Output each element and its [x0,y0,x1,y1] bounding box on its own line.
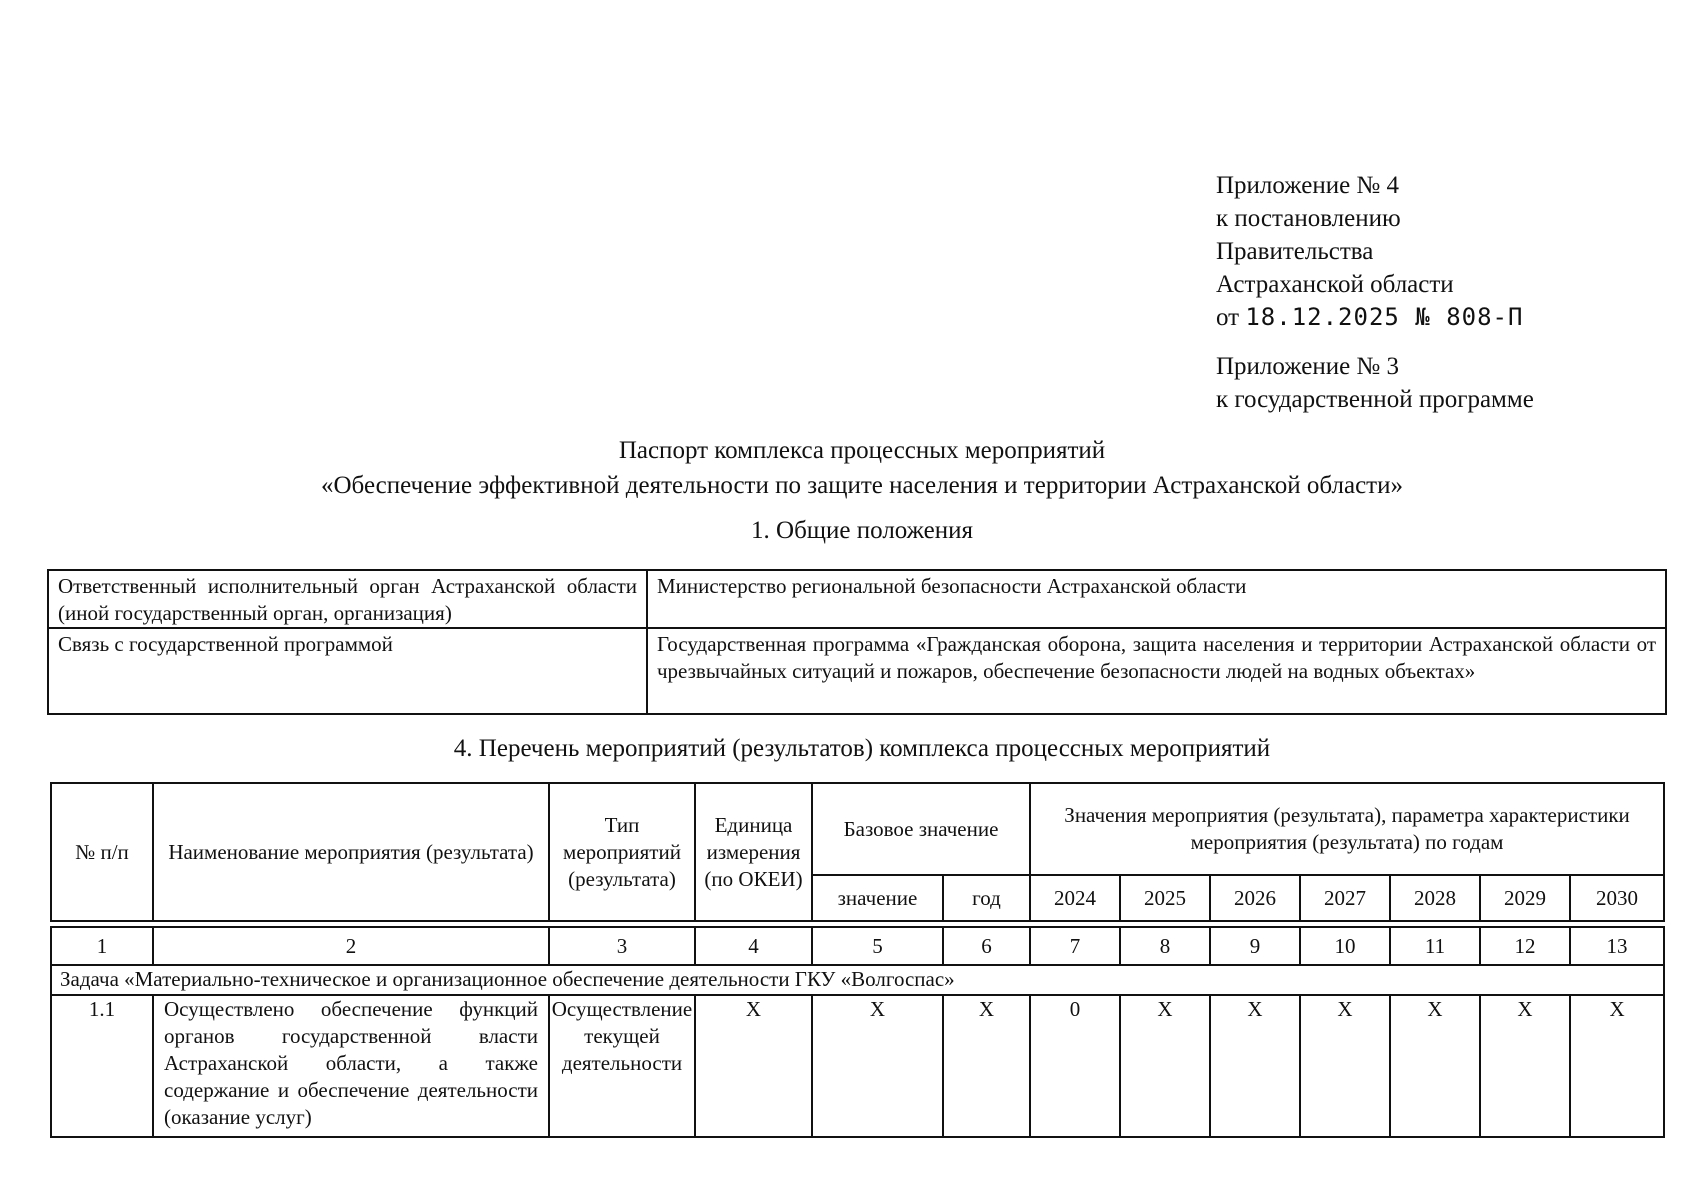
col-number: 7 [1030,927,1120,965]
row-unit: X [695,995,812,1137]
appendix-3-line: Приложение № 3 [1216,353,1400,380]
header-year: 2028 [1390,875,1480,921]
row-year-value: X [1390,995,1480,1137]
col-number: 5 [812,927,943,965]
header-unit: Единица измерения (по ОКЕИ) [695,783,812,921]
general-label-cell: Ответственный исполнительный орган Астраханской области (иной государственный орган, организация) [48,570,647,628]
col-number: 12 [1480,927,1570,965]
header-base-value: значение [812,875,943,921]
table-row [48,570,1666,628]
appendix-4-line: к постановлению [1216,205,1401,232]
task-cell: Задача «Материально-техническое и организационное обеспечение деятельности ГКУ «Волгоспас» [51,965,1664,995]
col-number: 4 [695,927,812,965]
decree-date-prefix: от [1216,304,1240,331]
row-year-value: X [1480,995,1570,1137]
header-values: Значения мероприятия (результата), параметра характеристики мероприятия (результата) по годам [1030,783,1664,875]
column-number-row [51,927,1664,965]
header-year: 2027 [1300,875,1390,921]
col-number: 6 [943,927,1030,965]
row-year-value: 0 [1030,995,1120,1137]
row-name: Осуществлено обеспечение функций органов государственной власти Астраханской области, а также содержание и обеспечение деятельности (оказание услуг) [153,995,549,1137]
appendix-4-line: Приложение № 4 [1216,172,1400,199]
row-year-value: X [1120,995,1210,1137]
appendix-3-block [1216,350,1534,416]
col-number: 13 [1570,927,1664,965]
header-base: Базовое значение [812,783,1030,875]
row-base-year: X [943,995,1030,1137]
header-row [51,783,1664,875]
decree-date-number: 18.12.2025 № 808-П [1245,303,1524,331]
task-row [51,965,1664,995]
row-year-value: X [1570,995,1664,1137]
header-type: Тип мероприятий (результата) [549,783,695,921]
general-label-cell: Связь с государственной программой [48,628,647,714]
appendix-4-block [1216,169,1523,334]
section-4-title: 4. Перечень мероприятий (результатов) комплекса процессных мероприятий [453,735,1271,762]
passport-subtitle: «Обеспечение эффективной деятельности по защите населения и территории Астраханской области» [321,472,1403,499]
decree-date-line [1216,301,1523,334]
header-year: 2025 [1120,875,1210,921]
activities-table [50,782,1665,1138]
row-base-value: X [812,995,943,1137]
header-year: 2030 [1570,875,1664,921]
header-year: 2029 [1480,875,1570,921]
row-num: 1.1 [51,995,153,1137]
header-name: Наименование мероприятия (результата) [153,783,549,921]
header-base-year: год [943,875,1030,921]
section-1-title: 1. Общие положения [751,517,973,544]
col-number: 2 [153,927,549,965]
col-number: 11 [1390,927,1480,965]
appendix-4-line: Астраханской области [1216,271,1454,298]
general-value-cell: Государственная программа «Гражданская оборона, защита населения и территории Астраханской области от чрезвычайных ситуаций и пожаров, обеспечение безопасности людей на водных объектах» [647,628,1666,714]
header-year: 2024 [1030,875,1120,921]
row-year-value: X [1300,995,1390,1137]
col-number: 8 [1120,927,1210,965]
row-type: Осуществление текущей деятельности [549,995,695,1137]
appendix-3-line: к государственной программе [1216,386,1534,413]
col-number: 3 [549,927,695,965]
header-year: 2026 [1210,875,1300,921]
table-row [48,628,1666,714]
col-number: 10 [1300,927,1390,965]
table-row [51,995,1664,1137]
row-year-value: X [1210,995,1300,1137]
col-number: 1 [51,927,153,965]
appendix-4-line: Правительства [1216,238,1374,265]
col-number: 9 [1210,927,1300,965]
passport-title: Паспорт комплекса процессных мероприятий [618,437,1106,464]
general-provisions-table [47,569,1667,715]
general-value-cell: Министерство региональной безопасности Астраханской области [647,570,1666,628]
header-num: № п/п [51,783,153,921]
